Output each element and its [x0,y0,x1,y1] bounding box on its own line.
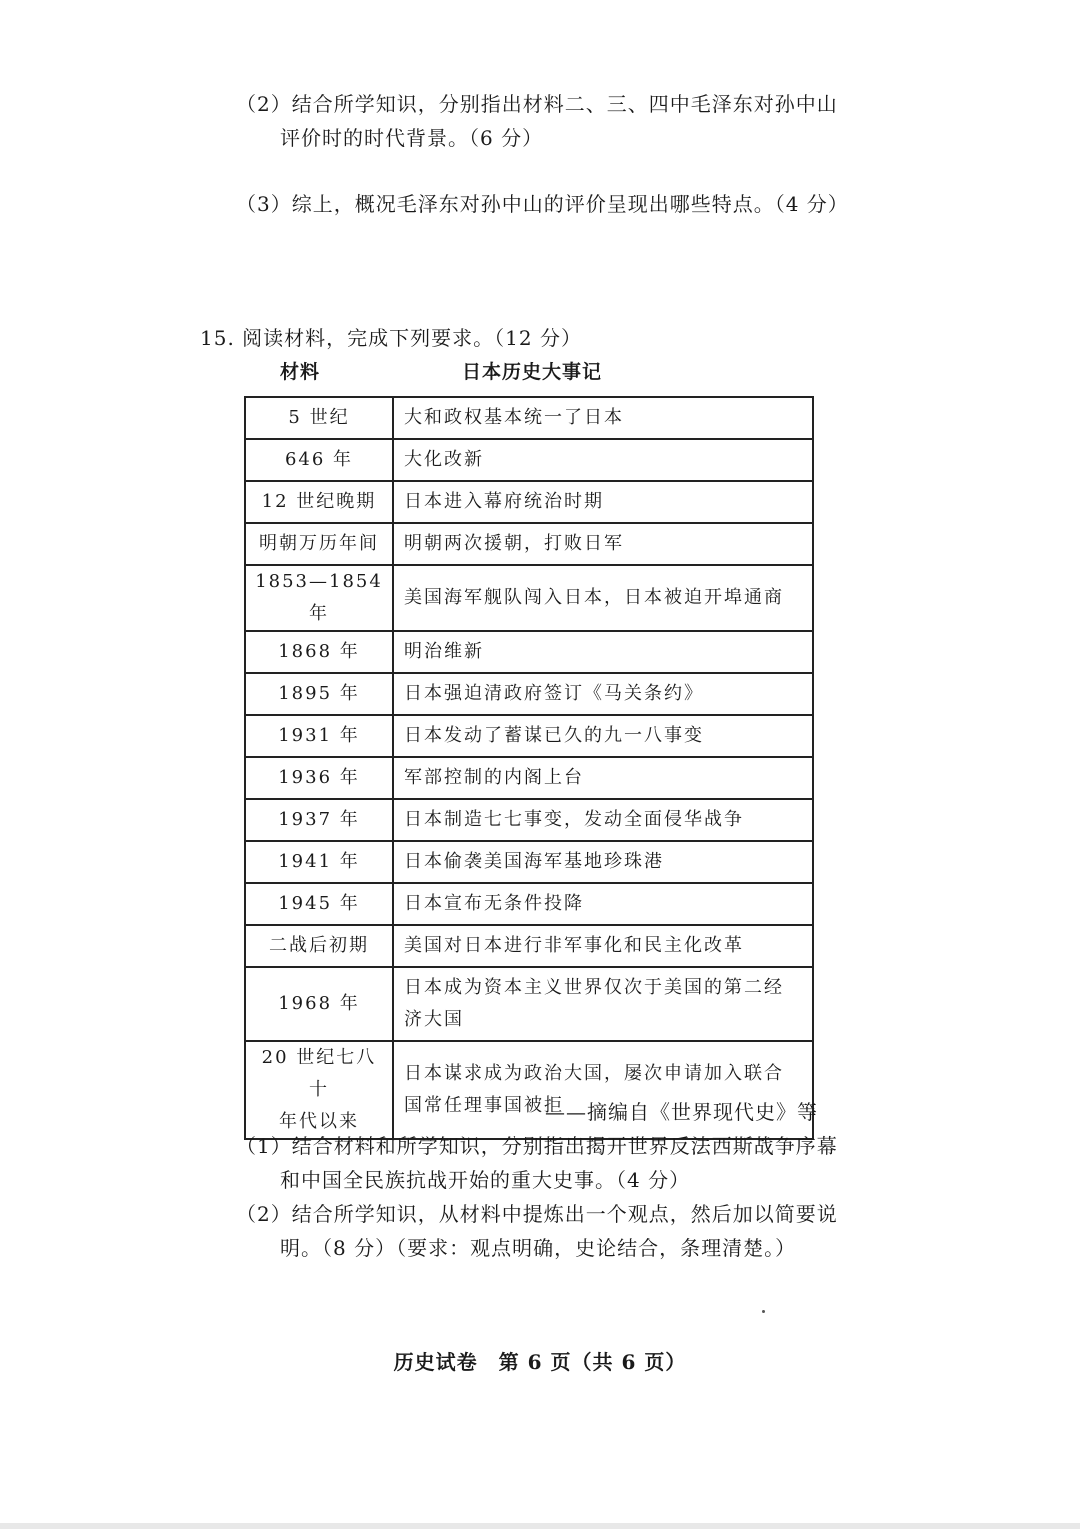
event-description: 日本制造七七事变，发动全面侵华战争 [393,799,813,841]
event-date: 5 世纪 [245,397,393,439]
event-description: 军部控制的内阁上台 [393,757,813,799]
table-row [245,967,813,1041]
question-15-prompt: 15. 阅读材料，完成下列要求。（12 分） [200,326,582,350]
event-description: 大和政权基本统一了日本 [393,397,813,439]
table-row [245,925,813,967]
table-row [245,673,813,715]
table-row [245,523,813,565]
event-description: 明治维新 [393,631,813,673]
event-description: 日本发动了蓄谋已久的九一八事变 [393,715,813,757]
event-description-line-1: 日本成为资本主义世界仅次于美国的第二经 [404,977,784,998]
table-row [245,565,813,631]
event-date: 12 世纪晚期 [245,481,393,523]
source-citation: ——摘编自《世界现代史》等 [545,1100,818,1124]
event-date: 1968 年 [245,967,393,1041]
table-row [245,757,813,799]
scan-edge [0,1523,1080,1529]
event-date: 1931 年 [245,715,393,757]
event-description: 美国对日本进行非军事化和民主化改革 [393,925,813,967]
question-15-part-1-line-2: 和中国全民族抗战开始的重大史事。（4 分） [280,1168,691,1192]
table-row [245,715,813,757]
table-row [245,799,813,841]
table-row [245,439,813,481]
table-row [245,883,813,925]
event-description: 日本偷袭美国海军基地珍珠港 [393,841,813,883]
event-description-line-2: 国常任理事国被拒 [404,1095,564,1116]
table-row [245,841,813,883]
event-description: 明朝两次援朝，打败日军 [393,523,813,565]
question-14-part-2-line-2: 评价时的时代背景。（6 分） [280,126,544,150]
event-date: 1853—1854 年 [245,565,393,631]
event-date-line-2: 年代以来 [279,1111,359,1132]
event-description: 日本强迫清政府签订《马关条约》 [393,673,813,715]
event-date: 1936 年 [245,757,393,799]
event-description-line-1: 日本谋求成为政治大国，屡次申请加入联合 [404,1063,784,1084]
question-15-part-1-line-1: （1）结合材料和所学知识，分别指出揭开世界反法西斯战争序幕 [236,1134,838,1158]
question-14-part-2-line-1: （2）结合所学知识，分别指出材料二、三、四中毛泽东对孙中山 [236,92,838,116]
event-date-line-1: 20 世纪七八十 [261,1047,377,1100]
table-row [245,631,813,673]
event-date: 1868 年 [245,631,393,673]
event-description: 美国海军舰队闯入日本，日本被迫开埠通商 [393,565,813,631]
event-date: 1941 年 [245,841,393,883]
scan-speck [762,1310,765,1313]
question-15-part-2-line-2: 明。（8 分）（要求：观点明确，史论结合，条理清楚。） [280,1236,797,1260]
event-date: 1945 年 [245,883,393,925]
event-date: 1895 年 [245,673,393,715]
event-date: 1937 年 [245,799,393,841]
event-date: 明朝万历年间 [245,523,393,565]
event-description: 日本宣布无条件投降 [393,883,813,925]
table-row [245,481,813,523]
event-description [393,967,813,1041]
event-date: 646 年 [245,439,393,481]
page-footer: 历史试卷 第 6 页（共 6 页） [393,1350,687,1374]
question-15-part-2-line-1: （2）结合所学知识，从材料中提炼出一个观点，然后加以简要说 [236,1202,838,1226]
event-description: 大化改新 [393,439,813,481]
event-date [245,1041,393,1139]
table-row [245,397,813,439]
event-description: 日本进入幕府统治时期 [393,481,813,523]
table-title: 日本历史大事记 [462,361,603,383]
event-date: 二战后初期 [245,925,393,967]
japan-history-events-table [244,396,814,1140]
question-14-part-3: （3）综上，概况毛泽东对孙中山的评价呈现出哪些特点。（4 分） [236,192,849,216]
event-description-line-2: 济大国 [404,1009,464,1030]
material-label: 材料 [280,361,321,383]
